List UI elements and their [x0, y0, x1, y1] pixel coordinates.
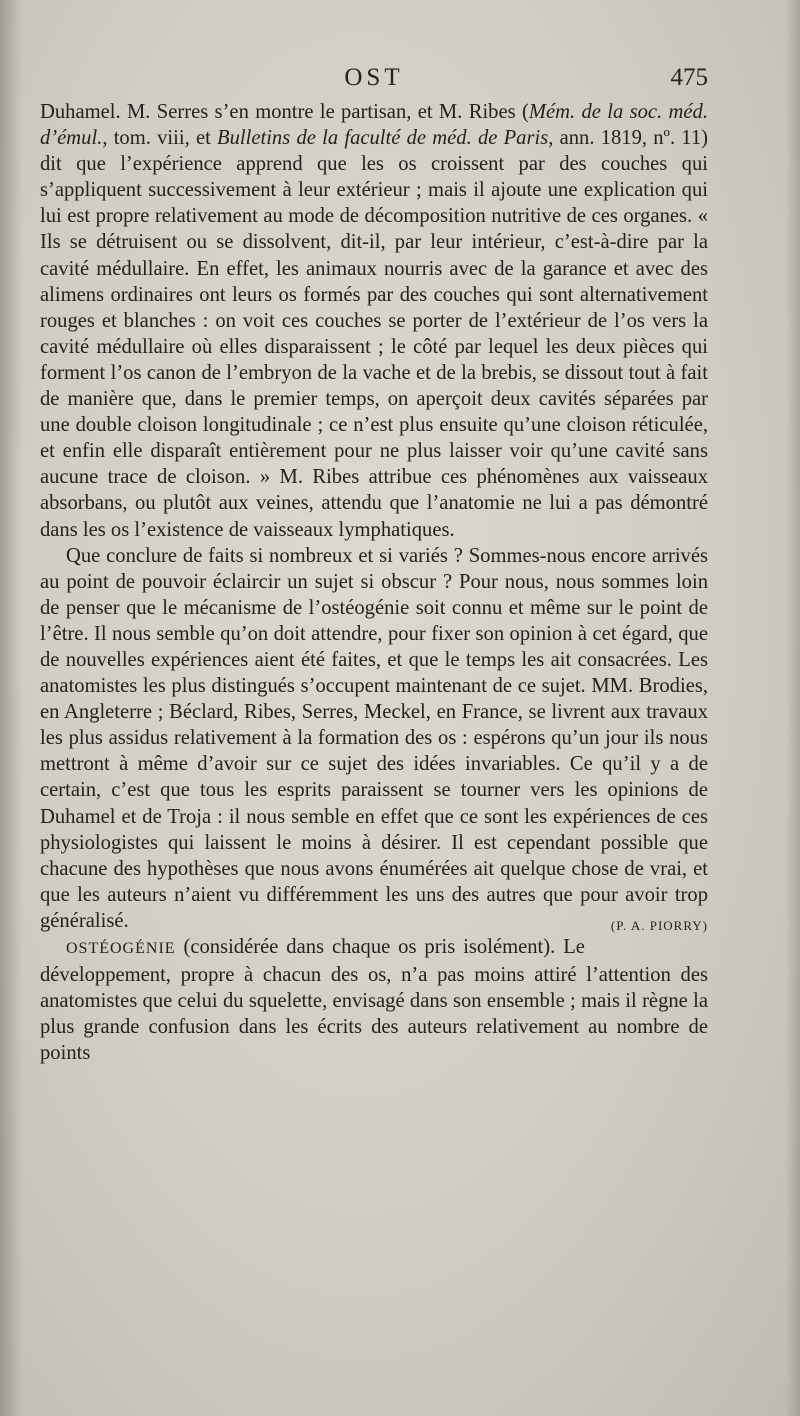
citation-memoires: Mém. de la soc. méd. d’émul. — [40, 101, 708, 150]
page-header — [40, 64, 708, 96]
citation-bulletins: Bulletins de la faculté de méd. de Paris — [217, 127, 549, 150]
page-number: 475 — [670, 64, 708, 91]
text-run: , tom. viii, et — [102, 127, 218, 150]
entry-headword: OSTÉOGÉNIE — [66, 940, 176, 957]
paragraph-conclusion — [40, 543, 708, 934]
text-run: , ann. 1819, nº. 11) dit que l’expérience apprend que les os croissent par des couches qui s’appliquent successivement à leur extérieur ; mais il ajoute une explication qui lui est propre relativement au mode de décomposition nutritive de ces organes. « Ils se détruisent ou se dissolvent, dit-il, par leur intérieur, c’est-à-dire par la cavité médullaire. En effet, les animaux nourris avec de la garance et avec des alimens ordinaires ont leurs os formés par des couches qui sont alternativement rouges et blanches : on voit ces couches se porter de l’extérieur de l’os vers la cavité médullaire où elles disparaissent ; le côté par lequel les deux pièces qui forment l’os canon de l’embryon de la vache et de la brebis, se dissout tout à fait de manière que, dans le premier temps, on aperçoit deux cavités séparées par une double cloison longitudinale ; ce n’est plus ensuite qu’une cloison réticulée, et enfin elle disparaît entièrement pour ne plus laisser voir qu’une cavité sans aucune trace de cloison. » M. Ribes attribue ces phénomènes aux vaisseaux absorbans, ou plutôt aux veines, attendu que l’anatomie ne lui a pas démontré dans les os l’existence de vaisseaux lymphatiques. — [40, 127, 708, 541]
paragraph-osteogenie-entry — [40, 934, 708, 1066]
text-run: (considérée dans chaque os pris isolément). Le développement, propre à chacun des os, n’a pas moins attiré l’attention des anatomistes que celui du squelette, envisagé dans son ensemble ; mais il règne la plus grande confusion dans les écrits des auteurs relativement au nombre de points — [40, 936, 708, 1065]
body-text — [40, 99, 708, 1066]
author-signature: (P. A. PIORRY) — [610, 917, 708, 933]
running-head: OST — [344, 64, 404, 91]
text-run: Duhamel. M. Serres s’en montre le partisan, et M. Ribes ( — [40, 101, 529, 123]
text-run: Que conclure de faits si nombreux et si variés ? Sommes-nous encore arrivés au point de pouvoir éclaircir un sujet si obscur ? Pour nous, nous sommes loin de penser que le mécanisme de l’ostéogénie soit connu et même sur le point de l’être. Il nous semble qu’on doit attendre, pour fixer son opinion à cet égard, que de nouvelles expériences aient été faites, et que le temps les ait consacrées. Les anatomistes les plus distingués s’occupent maintenant de ce sujet. MM. Brodies, en Angleterre ; Béclard, Ribes, Serres, Meckel, en France, se livrent aux travaux les plus assidus relativement à la formation des os : espérons qu’un jour ils nous mettront à même d’avoir sur ce sujet des idées invariables. Ce qu’il y a de certain, c’est que tous les esprits paraissent se tourner vers les opinions de Duhamel et de Troja : il nous semble en effet que ce sont les expériences de ces physiologistes qui laissent le moins à désirer. Il est cependant possible que chacune des hypothèses que nous avons énumérées ait quelque chose de vrai, et que les auteurs n’aient vu différemment les uns des autres que pour avoir trop généralisé. — [40, 544, 708, 932]
paragraph-ribes-theory — [40, 99, 708, 543]
